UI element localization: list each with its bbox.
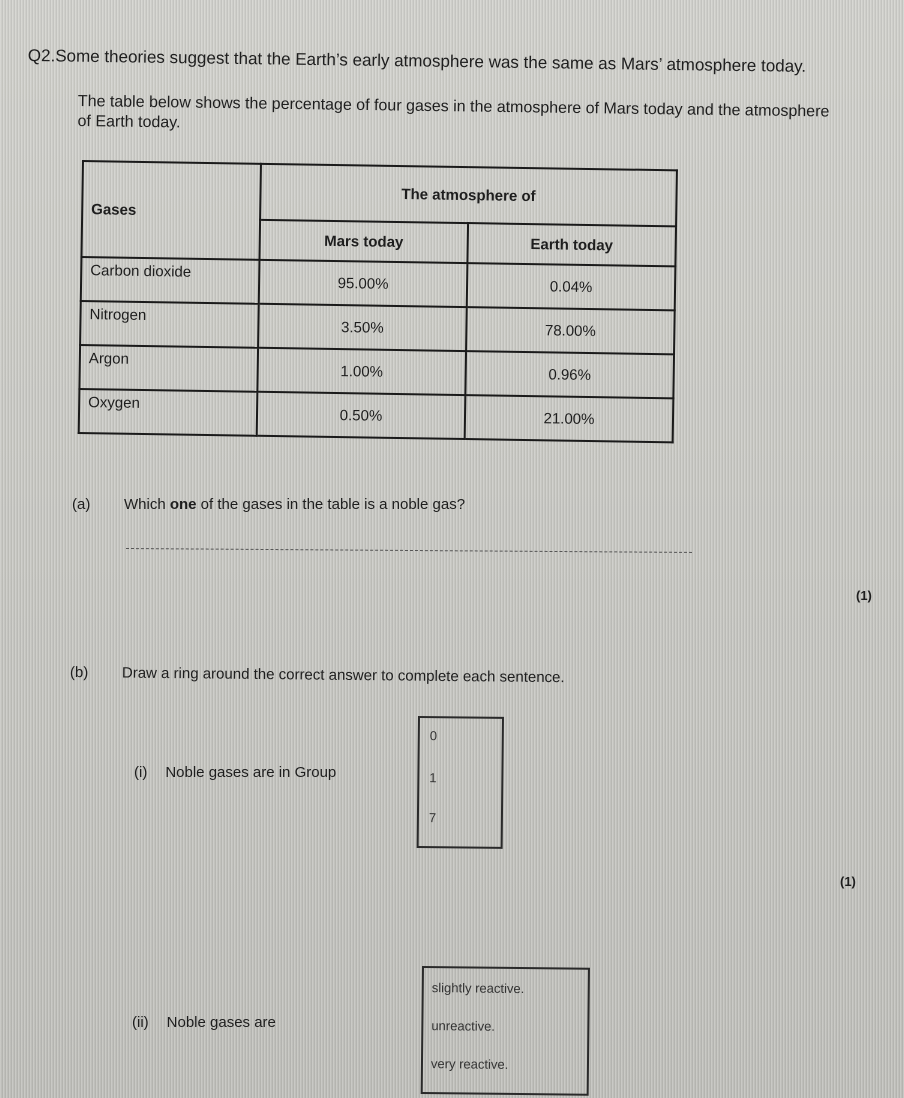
part-a-marks: (1) xyxy=(856,588,872,603)
mars-value: 3.50% xyxy=(258,304,467,351)
gas-name: Argon xyxy=(79,345,258,392)
part-b-label: (b) xyxy=(69,664,89,682)
part-b-i-text: Noble gases are in Group xyxy=(165,764,337,781)
question-intro: The table below shows the percentage of four gases in the atmosphere of Mars today and the atmosphere of Earth today. xyxy=(77,92,830,132)
reactivity-option[interactable]: very reactive. xyxy=(430,1056,509,1072)
part-a-text-bold: one xyxy=(169,496,197,513)
group-option[interactable]: 1 xyxy=(429,770,437,786)
earth-value: 0.96% xyxy=(465,351,674,398)
mars-value: 1.00% xyxy=(257,348,466,395)
gas-table-container xyxy=(78,160,678,443)
earth-value: 0.04% xyxy=(467,263,676,310)
answer-line[interactable] xyxy=(126,548,692,553)
part-a-text-before: Which xyxy=(124,496,170,513)
header-gases: Gases xyxy=(81,161,260,260)
part-b-i-sentence xyxy=(134,764,336,781)
gas-table xyxy=(78,160,678,443)
header-mars-today: Mars today xyxy=(259,220,468,263)
gas-name: Carbon dioxide xyxy=(81,257,260,304)
group-option[interactable]: 0 xyxy=(429,728,438,744)
header-earth-today: Earth today xyxy=(467,223,676,266)
mars-value: 95.00% xyxy=(259,260,468,307)
part-b-ii-text: Noble gases are xyxy=(166,1014,276,1031)
gas-name: Oxygen xyxy=(79,389,258,436)
gas-name: Nitrogen xyxy=(80,301,259,348)
table-row xyxy=(79,389,674,442)
group-option[interactable]: 7 xyxy=(428,810,437,826)
reactivity-option[interactable]: unreactive. xyxy=(431,1018,496,1034)
part-b-question xyxy=(70,664,565,686)
part-a-question xyxy=(72,496,465,513)
question-title: Q2.Some theories suggest that the Earth’s early atmosphere was the same as Mars’ atmosphere today. xyxy=(27,46,807,76)
part-b-i-marks: (1) xyxy=(840,874,856,889)
part-a-label: (a) xyxy=(72,496,91,513)
reactivity-options-box xyxy=(421,966,590,1096)
mars-value: 0.50% xyxy=(257,392,466,439)
part-b-text: Draw a ring around the correct answer to complete each sentence. xyxy=(121,664,565,687)
header-atmosphere-of: The atmosphere of xyxy=(260,164,677,227)
earth-value: 21.00% xyxy=(465,395,674,442)
part-a-text-after: of the gases in the table is a noble gas? xyxy=(196,496,466,513)
group-options-box xyxy=(417,716,504,849)
reactivity-option[interactable]: slightly reactive. xyxy=(431,980,525,997)
part-b-ii-sentence xyxy=(132,1014,276,1031)
part-b-i-label: (i) xyxy=(134,764,148,781)
part-b-ii-label: (ii) xyxy=(132,1014,149,1031)
earth-value: 78.00% xyxy=(466,307,675,354)
